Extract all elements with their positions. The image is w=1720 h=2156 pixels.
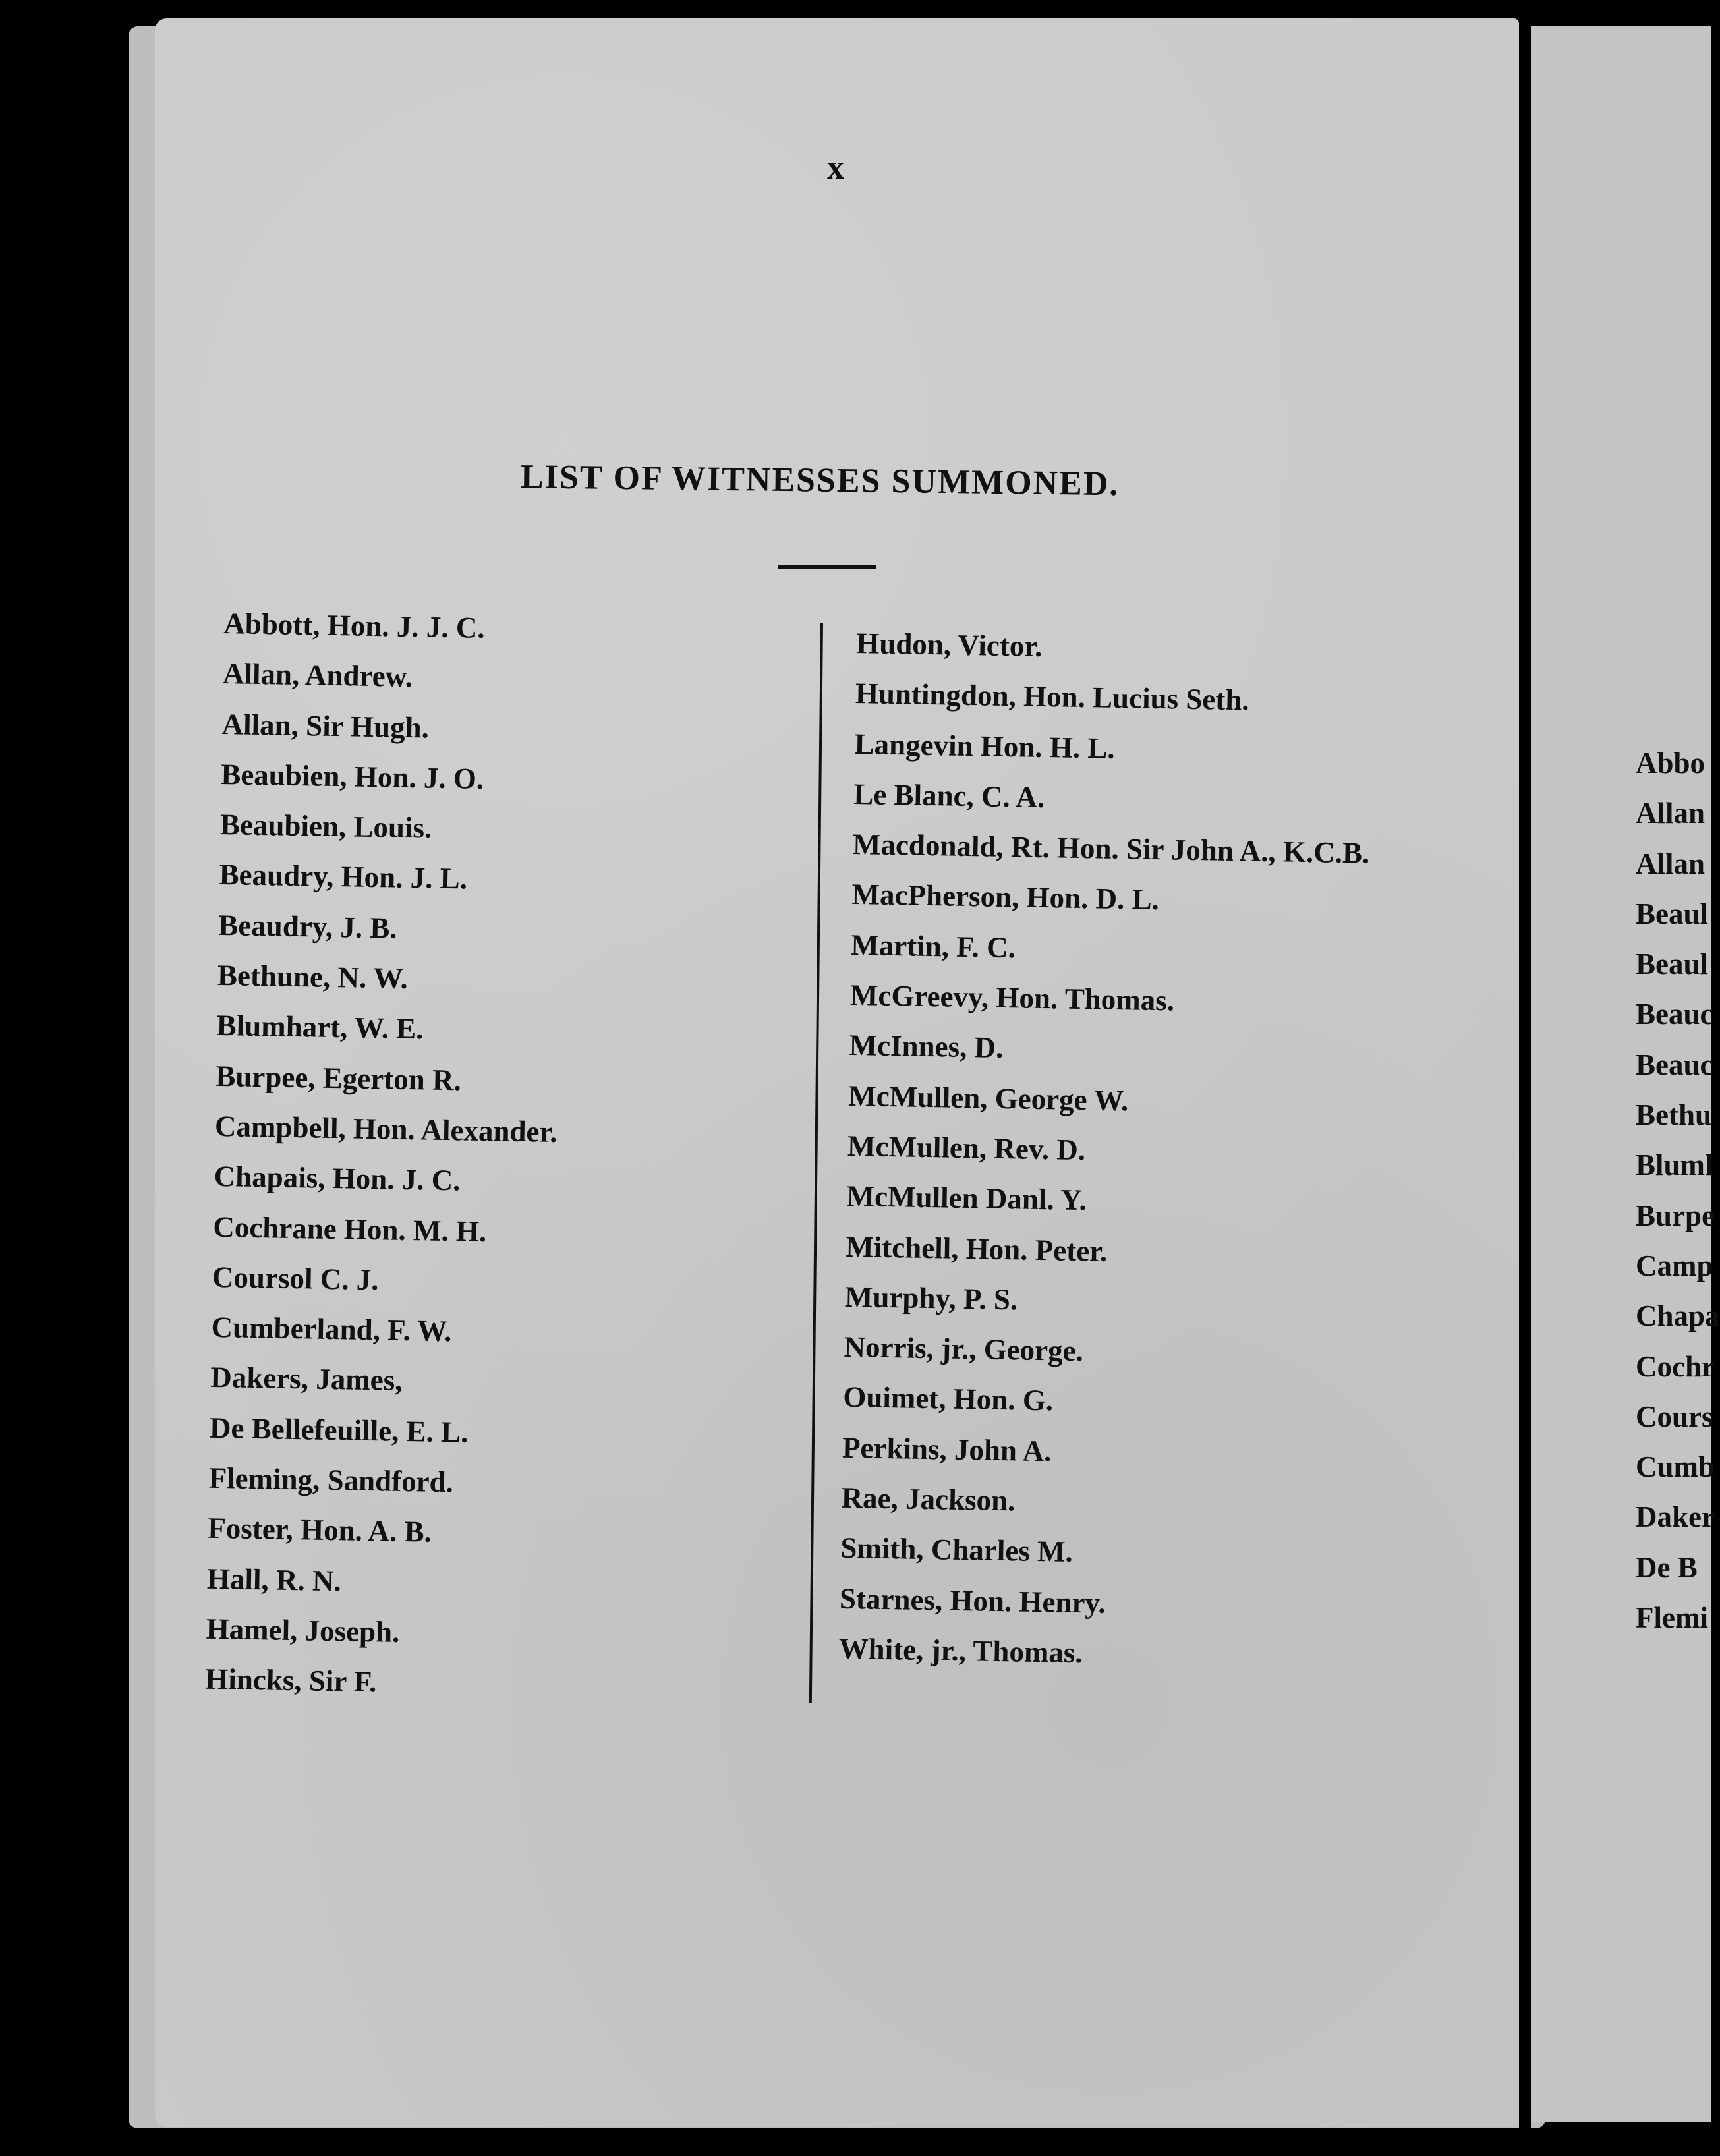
witness-name: Norris, jr., George. [844, 1330, 1084, 1368]
witness-name: Macdonald, Rt. Hon. Sir John A., K.C.B. [852, 828, 1370, 870]
witness-name: McMullen, George W. [847, 1079, 1129, 1117]
witness-name: Fleming, Sandford. [208, 1461, 454, 1499]
witness-name: Coursol C. J. [212, 1260, 379, 1297]
witness-name: Rae, Jackson. [841, 1481, 1016, 1518]
witness-name: Le Blanc, C. A. [853, 777, 1045, 814]
witness-name: Murphy, P. S. [844, 1280, 1018, 1317]
witness-name: White, jr., Thomas. [838, 1631, 1083, 1670]
witness-name: Beaubien, Hon. J. O. [220, 757, 484, 795]
witness-name: Starnes, Hon. Henry. [839, 1581, 1106, 1620]
adjacent-name-fragment: Cochr [1636, 1349, 1715, 1383]
witness-name: McMullen, Rev. D. [847, 1129, 1086, 1167]
witness-name: Blumhart, W. E. [216, 1009, 424, 1046]
page-gutter [1519, 0, 1531, 2156]
witness-name: Martin, F. C. [850, 928, 1016, 965]
witness-name: Beaubien, Louis. [219, 808, 432, 845]
witness-name: Hincks, Sir F. [204, 1662, 377, 1699]
adjacent-name-fragment: Camp [1636, 1249, 1713, 1282]
adjacent-name-fragment: Beauc [1636, 998, 1713, 1031]
witness-name: Huntingdon, Hon. Lucius Seth. [855, 677, 1250, 717]
witness-name: Langevin Hon. H. L. [854, 727, 1116, 765]
adjacent-name-fragment: De B [1636, 1550, 1698, 1584]
adjacent-name-fragment: Allan [1636, 847, 1706, 880]
witness-name: Hamel, Joseph. [206, 1612, 400, 1649]
witness-name: McGreevy, Hon. Thomas. [849, 978, 1175, 1017]
witness-name: Beaudry, Hon. J. L. [219, 858, 468, 895]
witness-name: Smith, Charles M. [840, 1531, 1074, 1569]
title-rule [778, 565, 876, 569]
adjacent-name-fragment: Beaul [1636, 948, 1709, 981]
adjacent-page-list [1636, 738, 1720, 1643]
witness-name: McMullen Danl. Y. [846, 1179, 1087, 1217]
witness-name: De Bellefeuille, E. L. [209, 1411, 469, 1449]
page-title: LIST OF WITNESSES SUMMONED. [520, 458, 1120, 503]
witness-name: Allan, Sir Hugh. [221, 707, 430, 745]
witness-name: Hudon, Victor. [855, 626, 1043, 663]
witness-name: Foster, Hon. A. B. [207, 1512, 432, 1549]
adjacent-name-fragment: Chapa [1636, 1299, 1720, 1333]
adjacent-name-fragment: Cumb [1636, 1450, 1715, 1484]
witness-name: Campbell, Hon. Alexander. [214, 1109, 558, 1149]
adjacent-name-fragment: Beauc [1636, 1048, 1713, 1081]
witness-list-right [838, 618, 1373, 1683]
adjacent-name-fragment: Bluml [1636, 1149, 1713, 1182]
witness-name: Perkins, John A. [842, 1431, 1052, 1468]
adjacent-name-fragment: Abbo [1636, 747, 1706, 780]
adjacent-name-fragment: Flemi [1636, 1601, 1708, 1635]
witness-name: MacPherson, Hon. D. L. [851, 878, 1160, 917]
witness-name: Burpee, Egerton R. [215, 1059, 462, 1097]
witness-name: Hall, R. N. [206, 1562, 342, 1597]
witness-name: Cumberland, F. W. [211, 1310, 452, 1348]
adjacent-name-fragment: Allan [1636, 797, 1706, 830]
witness-name: Cochrane Hon. M. H. [212, 1210, 487, 1248]
adjacent-name-fragment: Daker [1636, 1500, 1715, 1534]
witness-name: Mitchell, Hon. Peter. [845, 1230, 1108, 1268]
page-number: x [827, 149, 844, 186]
witness-name: Beaudry, J. B. [217, 908, 398, 945]
witness-name: Bethune, N. W. [217, 958, 409, 996]
adjacent-name-fragment: Burpe [1636, 1199, 1715, 1232]
witness-name: McInnes, D. [849, 1029, 1004, 1065]
adjacent-name-fragment: Beaul [1636, 897, 1709, 930]
witness-list-left [205, 598, 567, 1710]
witness-name: Chapais, Hon. J. C. [214, 1160, 461, 1197]
witness-name: Dakers, James, [210, 1361, 403, 1398]
witness-name: Ouimet, Hon. G. [842, 1380, 1054, 1417]
adjacent-name-fragment: Bethu [1636, 1098, 1712, 1132]
witness-name: Allan, Andrew. [222, 657, 413, 694]
adjacent-name-fragment: Cours [1636, 1400, 1713, 1433]
witness-name: Abbott, Hon. J. J. C. [223, 606, 486, 644]
